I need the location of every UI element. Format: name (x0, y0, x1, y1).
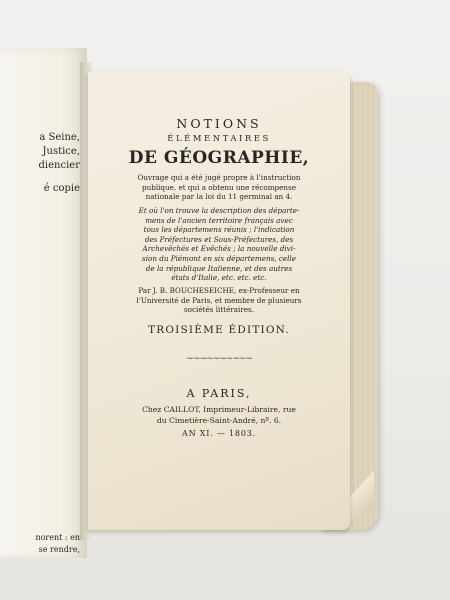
title-geographie: DE GÉOGRAPHIE, (128, 148, 310, 168)
author-line: sociétés littéraires. (183, 305, 255, 315)
description-italic-line: sion du Piémont en six départemens, celle (142, 254, 296, 263)
publisher-line: Chez CAILLOT, Imprimeur-Libraire, rue (142, 405, 296, 414)
left-page-text-fragment: norent : en (35, 533, 80, 542)
description-italic-line: mens de l'ancien territoire français avec (145, 215, 293, 225)
author-line: Par J. B. BOUCHESEICHE, ex-Professeur en (138, 286, 300, 295)
left-page-text-fragment: é copie (43, 183, 80, 194)
left-page-text-fragment: Justice, (42, 146, 80, 157)
left-page (0, 48, 87, 558)
title-elementaires: ÉLÉMENTAIRES (167, 134, 271, 144)
left-page-text-fragment: a Seine, (39, 132, 80, 143)
description-line: Ouvrage qui a été jugé propre à l'instruction (137, 173, 301, 182)
left-page-text-fragment: diencier (38, 160, 80, 171)
description-line: nationale par la loi du 11 germinal an 4. (145, 192, 293, 202)
description-italic-line: Et où l'on trouve la description des départe- (138, 206, 300, 215)
author-line: l'Université de Paris, et membre de plusieurs (136, 295, 302, 305)
title-notions: NOTIONS (176, 116, 262, 131)
imprint-city: A PARIS, (186, 387, 252, 400)
description-italic-line: tous les départemens réunis ; l'indication (143, 225, 295, 235)
description-italic-line: de la république Italienne, et des autres (145, 263, 293, 273)
publisher-line: du Cimetière-Saint-André, nº. 6. (156, 416, 282, 425)
publication-year: AN XI. — 1803. (182, 429, 256, 438)
title-page (88, 72, 350, 530)
description-italic-line: états d'Italie, etc. etc. etc. (171, 273, 267, 283)
left-page-text-fragment: se rendre, (38, 545, 80, 554)
edition-label: TROISIÈME ÉDITION. (148, 324, 290, 336)
description-line: publique, et qui a obtenu une récompense (142, 182, 296, 192)
ornament-divider: ∼∼∼∼∼∼∼∼∼∼ (186, 354, 252, 364)
description-italic-line: des Préfectures et Sous-Préfectures, des (144, 234, 294, 244)
description-italic-line: Archevêchés et Evêchés ; la nouvelle divi- (142, 244, 296, 254)
